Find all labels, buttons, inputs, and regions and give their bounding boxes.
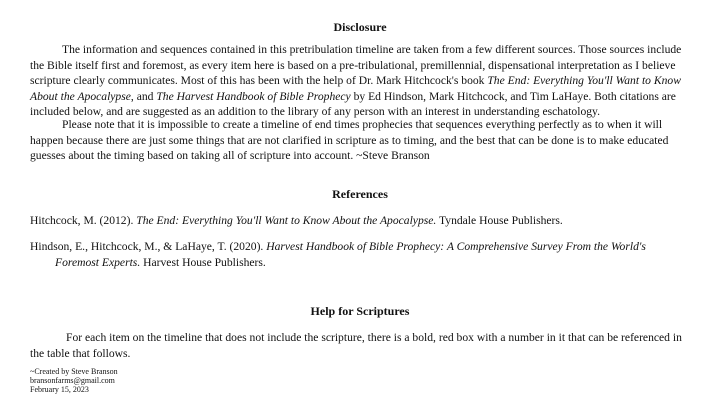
disclosure-text-c: by Ed Hindson, Mark Hitchcock, and Tim LaHaye. Both citations are included below, and are suggested as an addition to the library of any person with an interest in understanding eschatology. [30, 89, 676, 119]
reference-item-1 [30, 213, 690, 229]
reference-publisher: Tyndale House Publishers. [436, 214, 563, 227]
book-title-the-end: The End: Everything You'll Want to Know About the Apocalypse [30, 74, 681, 103]
footer-creator: ~Created by Steve Branson [30, 367, 118, 376]
footer-email: bransonfarms@gmail.com [30, 376, 115, 385]
footer-date: February 15, 2023 [30, 385, 89, 394]
disclosure-paragraph-2: Please note that it is impossible to create a timeline of end times prophecies that sequences everything perfectly as to when it will happen because there are just some things that are not clarified in scripture as to timing, and the best that can be done is to make educated guesses about the timing based on taking all of scripture into account. ~Steve Branson [30, 118, 669, 163]
disclosure-text-b: , and [130, 89, 157, 103]
disclosure-heading: Disclosure [333, 20, 387, 34]
reference-title: The End: Everything You'll Want to Know About the Apocalypse. [136, 214, 437, 227]
help-paragraph: For each item on the timeline that does not include the scripture, there is a bold, red box with a number in it that can be referenced in the table that follows. [30, 331, 682, 360]
disclosure-text-a: The information and sequences contained in this pretribulation timeline are taken from a few different sources. Those sources include the Bible itself first and foremost, as every item here is based on a pre-tribulational, premillennial, dispensational interpretation as I believe scripture clearly communicates. Most of this has been with the help of Dr. Mark Hitchcock's book [30, 43, 682, 88]
references-heading: References [332, 187, 388, 201]
reference-title: Harvest Handbook of Bible Prophecy: A Comprehensive Survey From the World's Foremost Experts. [55, 240, 646, 269]
reference-authors: Hitchcock, M. (2012). [30, 214, 137, 227]
reference-publisher: Harvest House Publishers. [140, 255, 266, 269]
reference-item-2 [30, 239, 690, 270]
footer-credits [30, 367, 118, 394]
disclosure-paragraph-1 [30, 42, 690, 120]
help-heading: Help for Scriptures [310, 304, 410, 318]
book-title-harvest-handbook: The Harvest Handbook of Bible Prophecy [156, 89, 351, 103]
reference-authors: Hindson, E., Hitchcock, M., & LaHaye, T. (2020). [30, 240, 267, 253]
